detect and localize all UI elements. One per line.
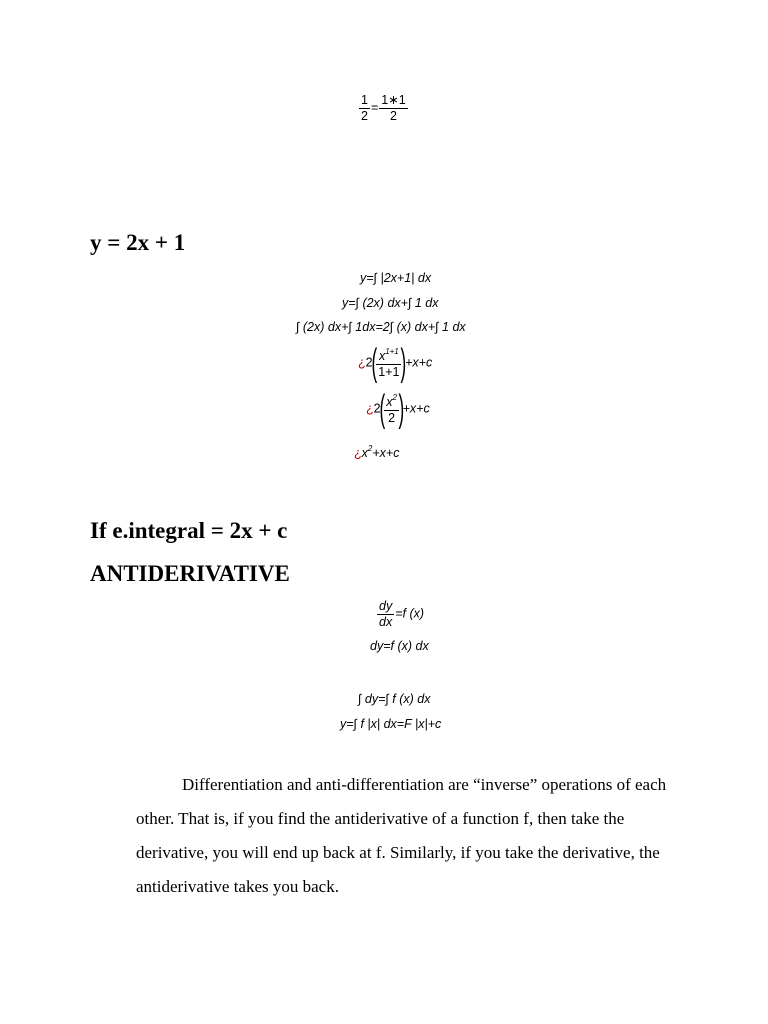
lhs-denominator: 2: [361, 108, 368, 123]
base: x: [361, 446, 368, 460]
rhs-numerator: 1∗1: [381, 93, 406, 107]
rhs-denominator: 2: [389, 108, 397, 123]
suffix: +x+c: [402, 401, 430, 416]
antiderivative-line-1: [376, 600, 424, 628]
antiderivative-line-4: y=∫ f |x| dx=F |x|+c: [340, 717, 442, 731]
dx: dx: [379, 614, 393, 629]
power-fraction: [384, 394, 399, 424]
numerator-base: x: [386, 395, 393, 409]
derivation-line-5: [366, 390, 430, 428]
rhs-fraction: [379, 94, 407, 122]
dy: dy: [379, 599, 393, 613]
integral-heading: If e.integral = 2x + c: [90, 518, 288, 543]
lhs-numerator: 1: [361, 93, 368, 107]
derivation-line-6: [354, 445, 399, 460]
numerator-base: x: [378, 349, 386, 363]
derivation-line-2: y=∫ (2x) dx+∫ 1 dx: [342, 296, 439, 310]
numerator-exponent: 2: [392, 393, 397, 402]
denominator: 1+1: [378, 364, 400, 379]
equation-heading: y = 2x + 1: [90, 230, 186, 255]
coefficient: 2: [365, 355, 373, 370]
right-paren: ): [398, 388, 405, 430]
coefficient: 2: [373, 401, 381, 416]
inverted-question-mark: ¿: [358, 355, 366, 370]
inverted-question-mark: ¿: [366, 401, 374, 416]
suffix: +x+c: [405, 355, 433, 370]
numerator-exponent: 1+1: [385, 347, 399, 356]
right-paren: ): [400, 342, 407, 384]
suffix: +x+c: [372, 446, 400, 460]
power-fraction: [376, 348, 401, 378]
body-paragraph: [136, 768, 681, 904]
exponent: 2: [367, 444, 373, 453]
dy-dx-fraction: [377, 600, 394, 628]
inverted-question-mark: ¿: [354, 446, 362, 460]
antiderivative-heading: ANTIDERIVATIVE: [90, 561, 290, 586]
paragraph-text: Differentiation and anti-differentiation are “inverse” operations of each other. That is, if you find the antiderivative of a function f, then take the derivative, you will end up back at f. Similarly, if you take the derivative, the antiderivative takes you back.: [136, 775, 667, 896]
derivation-line-3: ∫ (2x) dx+∫ 1dx=2∫ (x) dx+∫ 1 dx: [296, 320, 466, 334]
fraction-equation: $\frac{1}{2}$ = $\frac{1∗1}{2}$: [361, 93, 406, 123]
left-paren: (: [379, 388, 385, 430]
derivation-line-4: [358, 344, 432, 382]
derivation-line-1: y=∫ |2x+1| dx: [360, 271, 432, 285]
denominator: 2: [388, 410, 396, 425]
antiderivative-line-3: ∫ dy=∫ f (x) dx: [358, 692, 431, 706]
lhs-fraction: [359, 94, 370, 122]
left-paren: (: [371, 342, 377, 384]
rhs: =f (x): [395, 606, 425, 621]
antiderivative-line-2: dy=f (x) dx: [370, 639, 429, 653]
